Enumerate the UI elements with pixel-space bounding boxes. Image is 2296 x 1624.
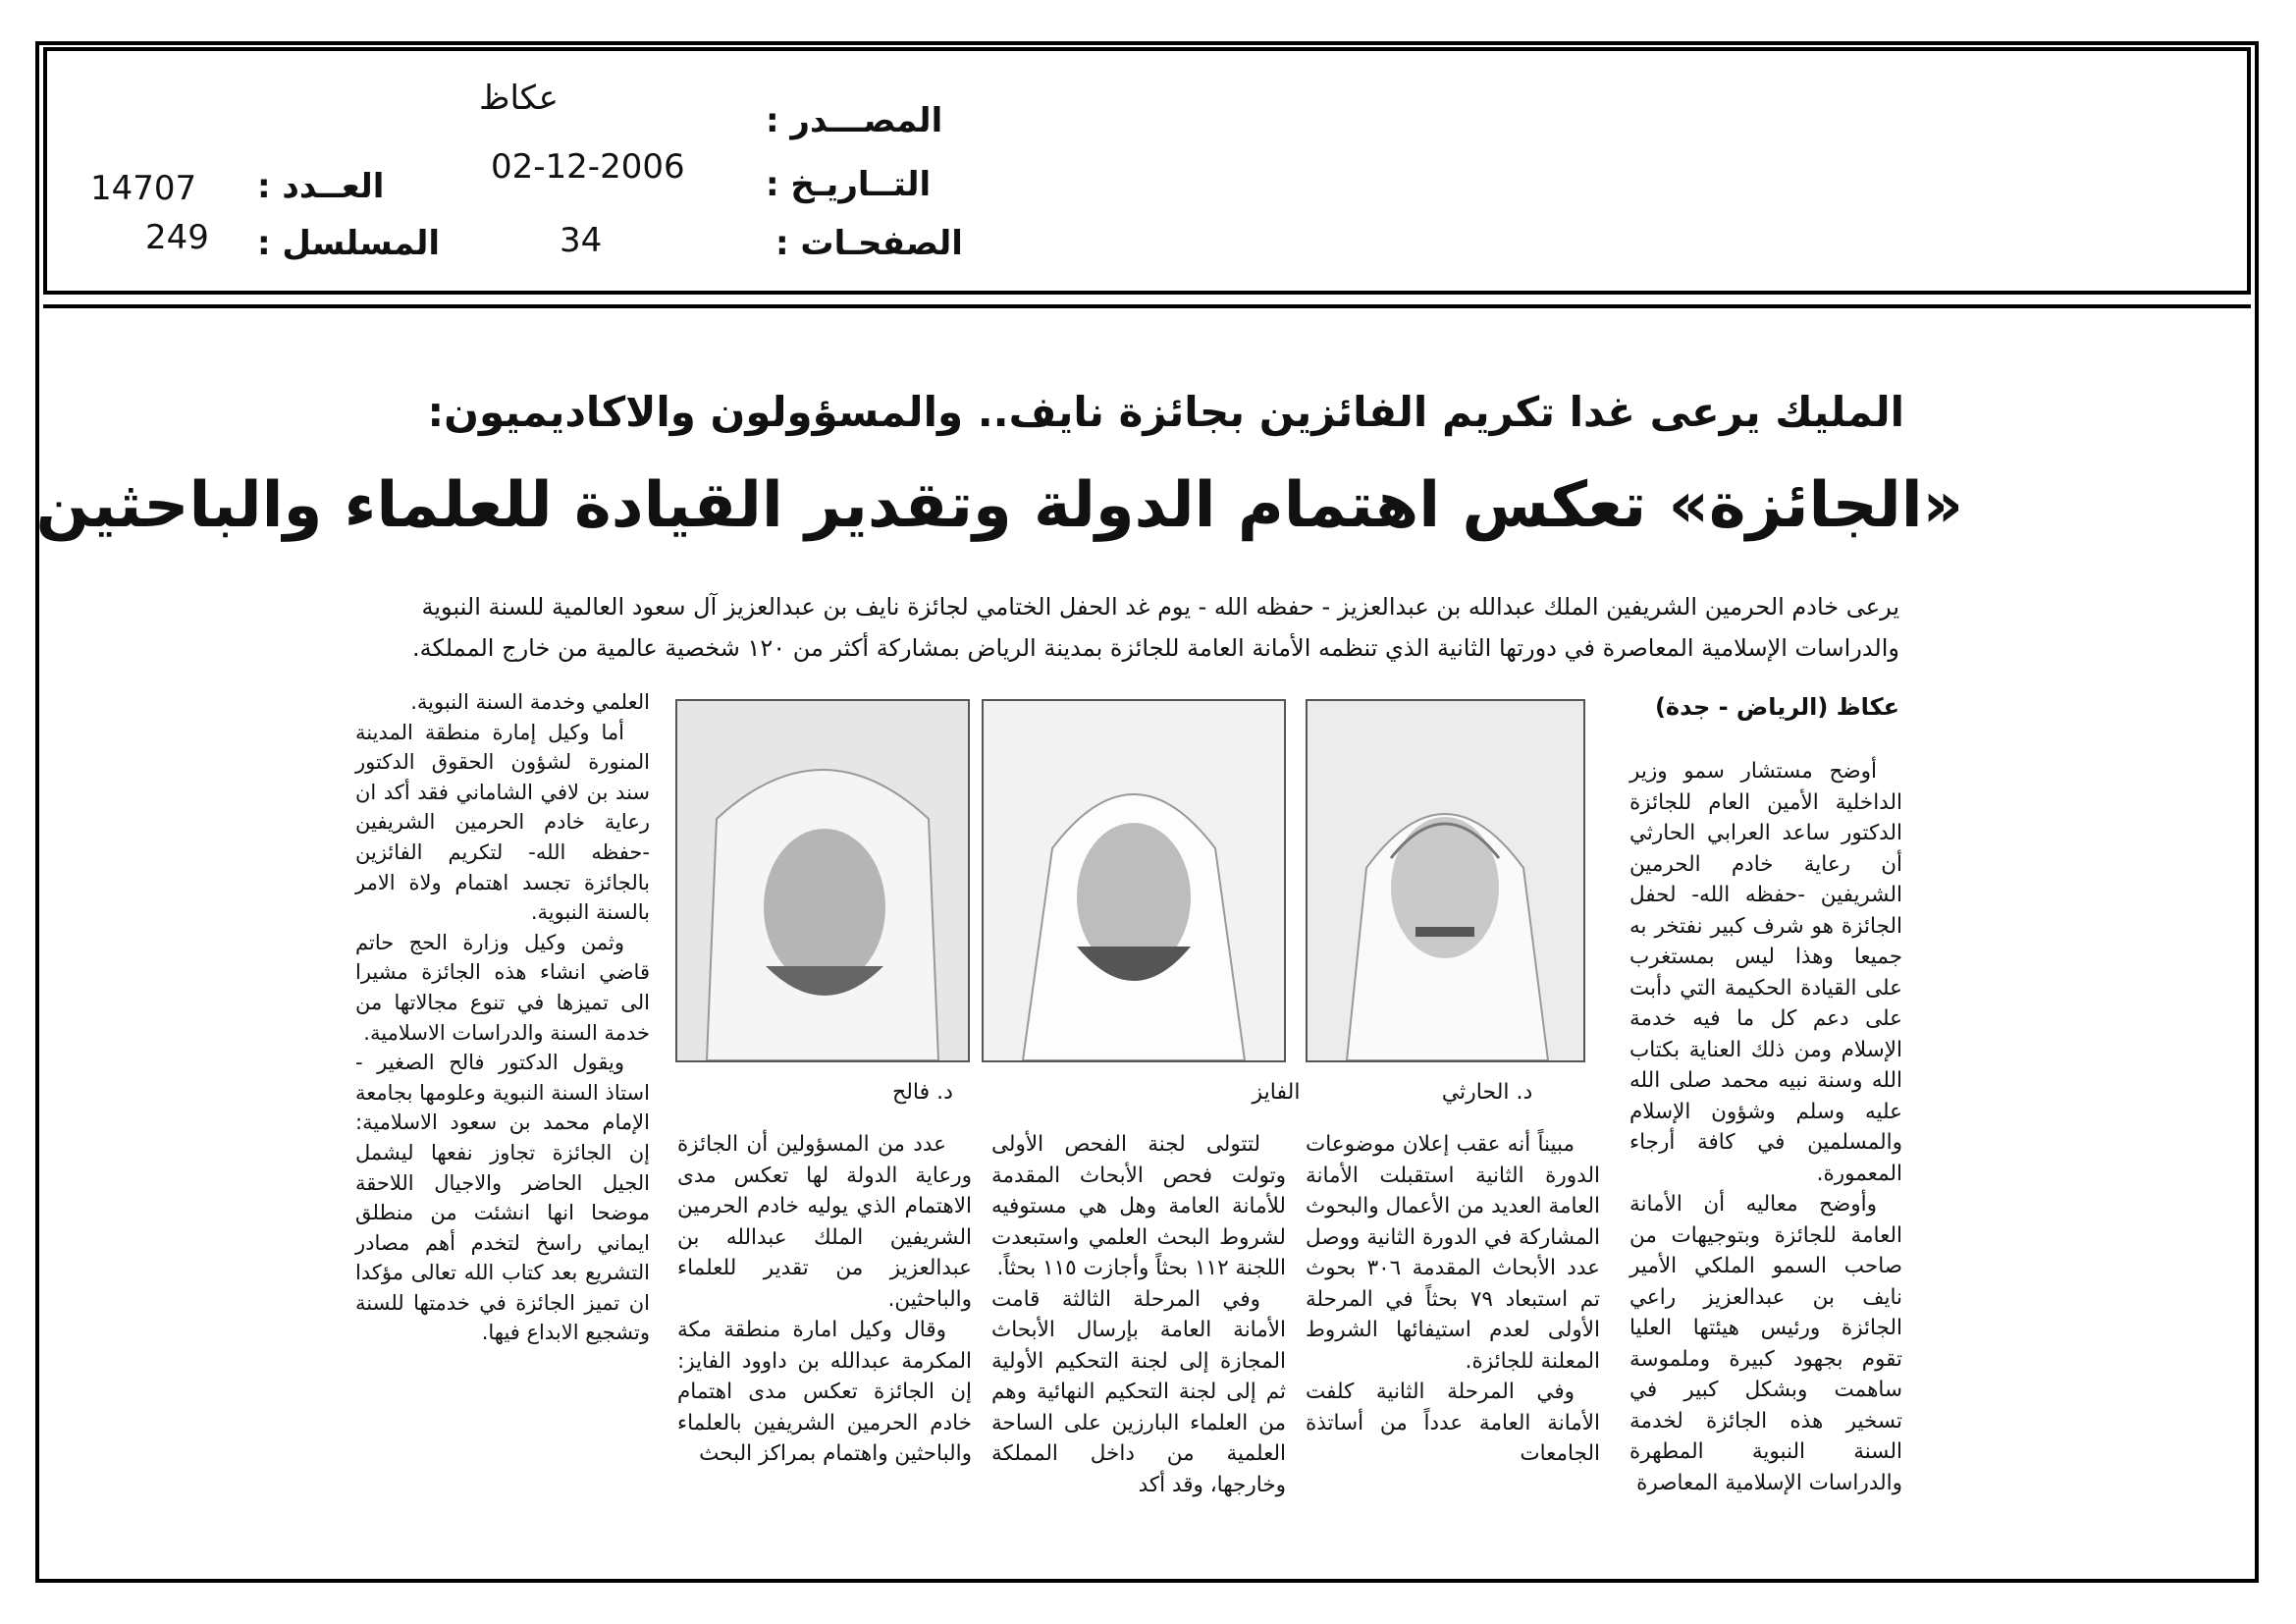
date-label: التــاريـخ : bbox=[766, 165, 932, 204]
source-value: عكاظ bbox=[479, 79, 559, 118]
paragraph: وقال وكيل امارة منطقة مكة المكرمة عبدالله بن داوود الفايز: إن الجائزة تعكس مدى اهتمام خادم الحرمين الشريفين بالعلماء والباحثين واهتمام بمراكز البحث bbox=[677, 1318, 972, 1466]
paragraph: لتتولى لجنة الفحص الأولى وتولت فحص الأبحاث المقدمة للأمانة العامة وهل هي مستوفيه لشروط البحث العلمي واستبعدت اللجنة ١١٢ بحثاً وأجازت ١١٥ بحثاً. bbox=[991, 1132, 1286, 1280]
paragraph: وثمن وكيل وزارة الحج حاتم قاضي انشاء هذه الجائزة مشيرا الى تميزها في تنوع مجالاتها من خدمة السنة والدراسات الاسلامية. bbox=[355, 930, 650, 1045]
caption-faleh: د. فالح bbox=[892, 1080, 953, 1105]
paragraph: عدد من المسؤولين أن الجائزة ورعاية الدولة لها تعكس مدى الاهتمام الذي يوليه خادم الحرمين الشريفين الملك عبدالله بن عبدالعزيز من تقدير للعلماء والباحثين. bbox=[677, 1132, 972, 1312]
portrait-fayez-image bbox=[984, 701, 1284, 1060]
paragraph: أما وكيل إمارة منطقة المدينة المنورة لشؤون الحقوق الدكتور سند بن لافي الشاماني فقد أكد ان رعاية خادم الحرمين الشريفين -حفظه الله- لتكريم الفائزين بالجائزة تجسد اهتمام ولاة الامر بالسنة النبوية. bbox=[355, 720, 650, 925]
article-column-3 bbox=[991, 1129, 1286, 1500]
source-label: المصـــدر : bbox=[766, 101, 943, 140]
paragraph: وأوضح معاليه أن الأمانة العامة للجائزة وبتوجيهات من صاحب السمو الملكي الأمير نايف بن عبدالعزيز راعي الجائزة ورئيس هيئتها العليا تقوم بجهود كبيرة وملموسة ساهمت وبشكل كبير في تسخير هذه الجائزة لخدمة السنة النبوية المطهرة والدراسات الإسلامية المعاصرة bbox=[1629, 1192, 1902, 1495]
serial-label: المسلسل : bbox=[257, 224, 441, 263]
issue-value: 14707 bbox=[90, 169, 197, 208]
paragraph: العلمي وخدمة السنة النبوية. bbox=[410, 690, 650, 714]
portrait-photo bbox=[1306, 699, 1585, 1062]
header-divider bbox=[43, 304, 2251, 308]
portrait-faleh-image bbox=[677, 701, 968, 1060]
article-column-5 bbox=[355, 687, 650, 1348]
pages-label: الصفحـات : bbox=[775, 224, 963, 263]
lead-line-1: يرعى خادم الحرمين الشريفين الملك عبدالله بن عبدالعزيز - حفظه الله - يوم غد الحفل الختامي لجائزة نايف بن عبدالعزيز آل سعود العالمية للسنة النبوية bbox=[421, 593, 1899, 621]
paragraph: مبيناً أنه عقب إعلان موضوعات الدورة الثانية استقبلت الأمانة العامة العديد من الأعمال والبحوث المشاركة في الدورة الثانية ووصل عدد الأبحاث المقدمة ٣٠٦ بحوث تم استبعاد ٧٩ بحثاً في المرحلة الأولى لعدم استيفائها الشروط المعلنة للجائزة. bbox=[1306, 1132, 1601, 1374]
article-kicker: المليك يرعى غدا تكريم الفائزين بجائزة نايف.. والمسؤولون والاكاديميون: bbox=[427, 388, 1904, 436]
portrait-photo bbox=[675, 699, 970, 1062]
paragraph: وفي المرحلة الثالثة قامت الأمانة العامة بإرسال الأبحاث المجازة إلى لجنة التحكيم الأولية ثم إلى لجنة التحكيم النهائية وهم من العلماء البارزين على الساحة العلمية من داخل المملكة وخارجها، وقد أكد bbox=[991, 1286, 1286, 1497]
pages-value: 34 bbox=[560, 221, 603, 260]
paragraph: وفي المرحلة الثانية كلفت الأمانة العامة عدداً من أساتذة الجامعات bbox=[1306, 1380, 1600, 1466]
article-headline: «الجائزة» تعكس اهتمام الدولة وتقدير القيادة للعلماء والباحثين bbox=[35, 469, 1963, 542]
article-column-2 bbox=[1306, 1129, 1600, 1470]
byline: عكاظ (الرياض - جدة) bbox=[1654, 693, 1899, 721]
portrait-photo bbox=[982, 699, 1286, 1062]
serial-value: 249 bbox=[145, 218, 209, 257]
caption-fayez: الفايز bbox=[1252, 1080, 1301, 1105]
paragraph: أوضح مستشار سمو وزير الداخلية الأمين العام للجائزة الدكتور ساعد العرابي الحارثي أن رعاية خادم الحرمين الشريفين -حفظه الله- لحفل الجائزة هو شرف كبير نفتخر به جميعا وهذا ليس بمستغرب على القيادة الحكيمة التي دأبت على دعم كل ما فيه خدمة الإسلام ومن ذلك العناية بكتاب الله وسنة نبيه محمد صلى الله عليه وسلم وشؤون الإسلام والمسلمين في كافة أرجاء المعمورة. bbox=[1629, 759, 1902, 1186]
date-value: 02-12-2006 bbox=[491, 147, 685, 187]
portrait-harthi-image bbox=[1308, 701, 1583, 1060]
caption-harthi: د. الحارثي bbox=[1441, 1080, 1533, 1105]
lead-line-2: والدراسات الإسلامية المعاصرة في دورتها الثانية الذي تنظمه الأمانة العامة للجائزة بمدينة الرياض بمشاركة أكثر من ١٢٠ شخصية عالمية من خارج المملكة. bbox=[412, 634, 1899, 662]
issue-label: العــدد : bbox=[257, 167, 385, 206]
article-column-1 bbox=[1629, 756, 1902, 1498]
article-column-4 bbox=[677, 1129, 972, 1470]
paragraph: ويقول الدكتور فالح الصغير - استاذ السنة النبوية وعلومها بجامعة الإمام محمد بن سعود الاسلامية: إن الجائزة تجاوز نفعها ليشمل الجيل الحاضر والاجيال اللاحقة موضحا انها انشئت من منطلق ايماني راسخ لتخدم أهم مصادر التشريع بعد كتاب الله تعالى مؤكدا ان تميز الجائزة في خدمتها للسنة وتشجيع الابداع فيها. bbox=[355, 1051, 650, 1345]
